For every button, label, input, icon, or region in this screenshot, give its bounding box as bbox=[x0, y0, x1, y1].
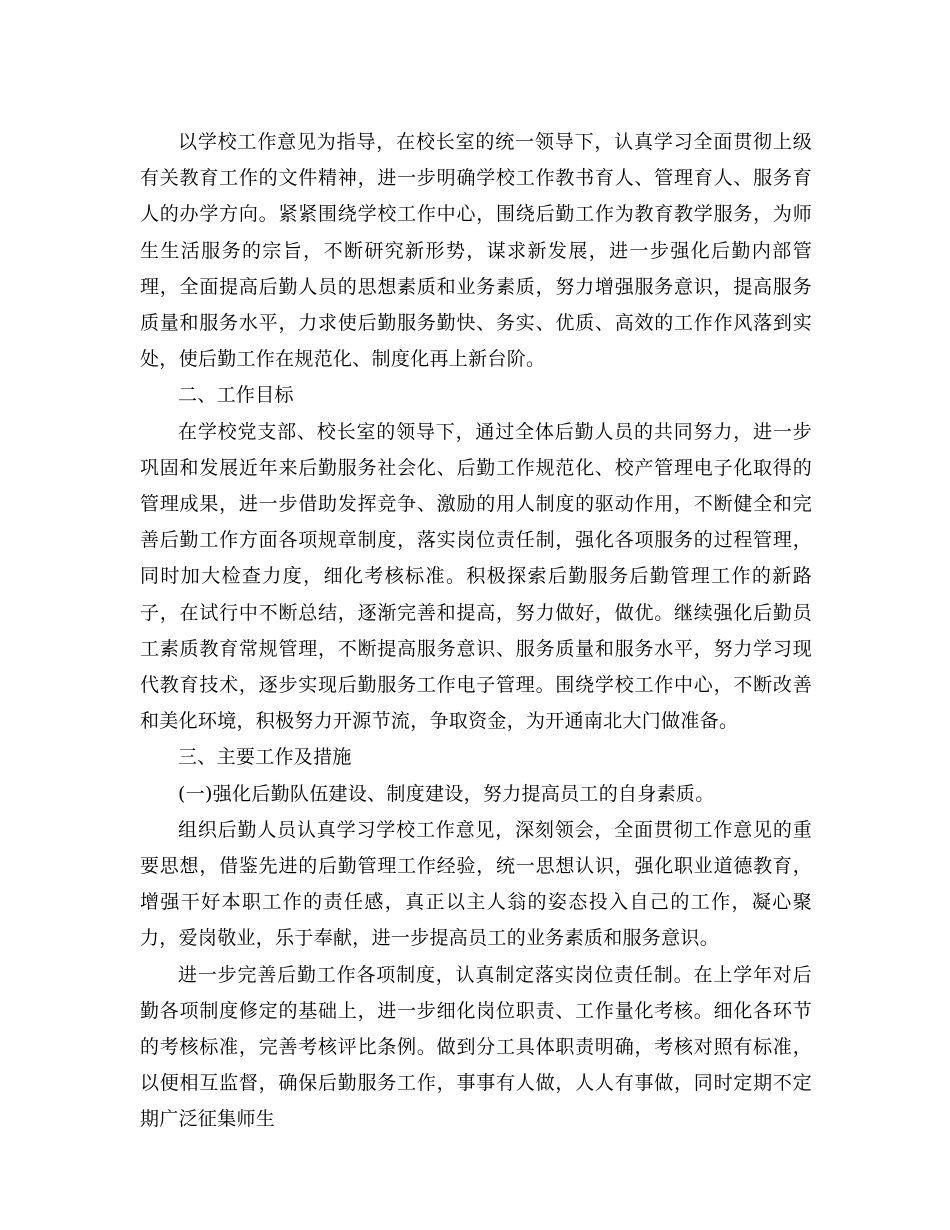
paragraph-work-goals: 在学校党支部、校长室的领导下，通过全体后勤人员的共同努力，进一步巩固和发展近年来后勤服务社会化、后勤工作规范化、校产管理电子化取得的管理成果，进一步借助发挥竞争、激励的用人制度的驱动作用，不断健全和完善后勤工作方面各项规章制度，落实岗位责任制，强化各项服务的过程管理，同时加大检查力度，细化考核标准。积极探索后勤服务后勤管理工作的新路子，在试行中不断总结，逐渐完善和提高，努力做好，做优。继续强化后勤员工素质教育常规管理，不断提高服务意识、服务质量和服务水平，努力学习现代教育技术，逐步实现后勤服务工作电子管理。围绕学校工作中心，不断改善和美化环境，积极努力开源节流，争取资金，为开通南北大门做准备。 bbox=[140, 420, 812, 733]
subsection-heading-team-building: (一)强化后勤队伍建设、制度建设，努力提高员工的自身素质。 bbox=[178, 782, 715, 805]
section-heading-work-goals: 二、工作目标 bbox=[178, 384, 294, 407]
paragraph-system-improvement: 进一步完善后勤工作各项制度，认真制定落实岗位责任制。在上学年对后勤各项制度修定的基础上，进一步细化岗位职责、工作量化考核。细化各环节的考核标准，完善考核评比条例。做到分工具体职责明确，考核对照有标准，以便相互监督，确保后勤服务工作，事事有人做，人人有事做，同时定期不定期广泛征集师生 bbox=[140, 963, 812, 1131]
paragraph-guiding-principle: 以学校工作意见为指导，在校长室的统一领导下，认真学习全面贯彻上级有关教育工作的文件精神，进一步明确学校工作教书育人、管理育人、服务育人的办学方向。紧紧围绕学校工作中心，围绕后勤工作为教育教学服务，为师生生活服务的宗旨，不断研究新形势，谋求新发展，进一步强化后勤内部管理，全面提高后勤人员的思想素质和业务素质，努力增强服务意识，提高服务质量和服务水平，力求使后勤服务勤快、务实、优质、高效的工作作风落到实处，使后勤工作在规范化、制度化再上新台阶。 bbox=[140, 131, 812, 371]
document-body bbox=[140, 124, 812, 1138]
paragraph-staff-study: 组织后勤人员认真学习学校工作意见，深刻领会，全面贯彻工作意见的重要思想，借鉴先进的后勤管理工作经验，统一思想认识，强化职业道德教育，增强干好本职工作的责任感，真正以主人翁的姿态投入自己的工作，凝心聚力，爱岗敬业，乐于奉献，进一步提高员工的业务素质和服务意识。 bbox=[140, 818, 812, 950]
section-heading-main-work-measures: 三、主要工作及措施 bbox=[178, 746, 352, 769]
